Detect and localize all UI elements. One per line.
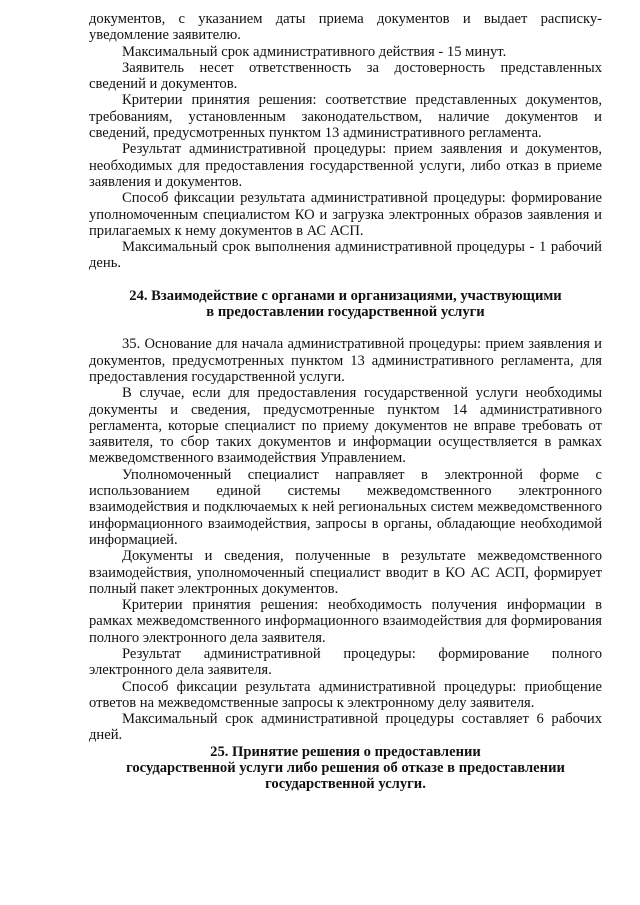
paragraph: 35. Основание для начала административной процедуры: прием заявления и документов, предусмотренных пунктом 13 административного регламента, для предоставления государственной услуги.: [89, 336, 602, 385]
paragraph: Заявитель несет ответственность за достоверность представленных сведений и документов.: [89, 59, 602, 93]
paragraph: Уполномоченный специалист направляет в электронной форме с использованием единой системы межведомственного электронного взаимодействия и подключаемых к ней региональных систем межведомственного информационного взаимодействия, запросы в органы, обладающие необходимой информацией.: [89, 466, 602, 548]
paragraph: Документы и сведения, полученные в результате межведомственного взаимодействия, уполномоченный специалист вводит в КО АС АСП, формирует полный пакет электронных документов.: [89, 548, 602, 597]
paragraph: Способ фиксации результата административной процедуры: приобщение ответов на межведомственные запросы к электронному делу заявителя.: [89, 678, 602, 711]
paragraph: Критерии принятия решения: необходимость получения информации в рамках межведомственного информационного взаимодействия для формирования полного электронного дела заявителя.: [89, 597, 602, 646]
paragraph: Результат административной процедуры: формирование полного электронного дела заявителя.: [89, 645, 602, 679]
heading-line: государственной услуги либо решения об отказе в предоставлении: [126, 760, 565, 777]
paragraph: Результат административной процедуры: прием заявления и документов, необходимых для предоставления государственной услуги, либо отказ в приеме заявления и документов.: [89, 141, 602, 190]
heading-line: в предоставлении государственной услуги: [206, 304, 485, 321]
section-heading-24: [89, 288, 602, 321]
section-heading-25: [89, 744, 602, 793]
heading-line: государственной услуги.: [265, 776, 426, 793]
paragraph: В случае, если для предоставления государственной услуги необходимы документы и сведения, предусмотренные пунктом 14 административного регламента, которые специалист по приему документов не вправе требовать от заявителя, то сбор таких документов и информации осуществляется в рамках межведомственного взаимодействия Управлением.: [89, 385, 602, 467]
paragraph: Критерии принятия решения: соответствие представленных документов, требованиям, установленным законодательством, наличие документов и сведений, предусмотренных пунктом 13 административного регламента.: [89, 92, 602, 142]
heading-line: 25. Принятие решения о предоставлении: [210, 743, 481, 760]
paragraph: Максимальный срок административной процедуры составляет 6 рабочих дней.: [89, 711, 602, 744]
heading-line: 24. Взаимодействие с органами и организациями, участвующими: [129, 287, 562, 304]
paragraph: документов, с указанием даты приема документов и выдает расписку-уведомление заявителю.: [89, 11, 602, 44]
paragraph: Максимальный срок административного действия - 15 минут.: [122, 43, 507, 60]
paragraph: Максимальный срок выполнения административной процедуры - 1 рабочий день.: [89, 239, 602, 272]
paragraph: Способ фиксации результата административной процедуры: формирование уполномоченным специалистом КО и загрузка электронных образов заявления и прилагаемых к нему документов в АС АСП.: [89, 190, 602, 239]
